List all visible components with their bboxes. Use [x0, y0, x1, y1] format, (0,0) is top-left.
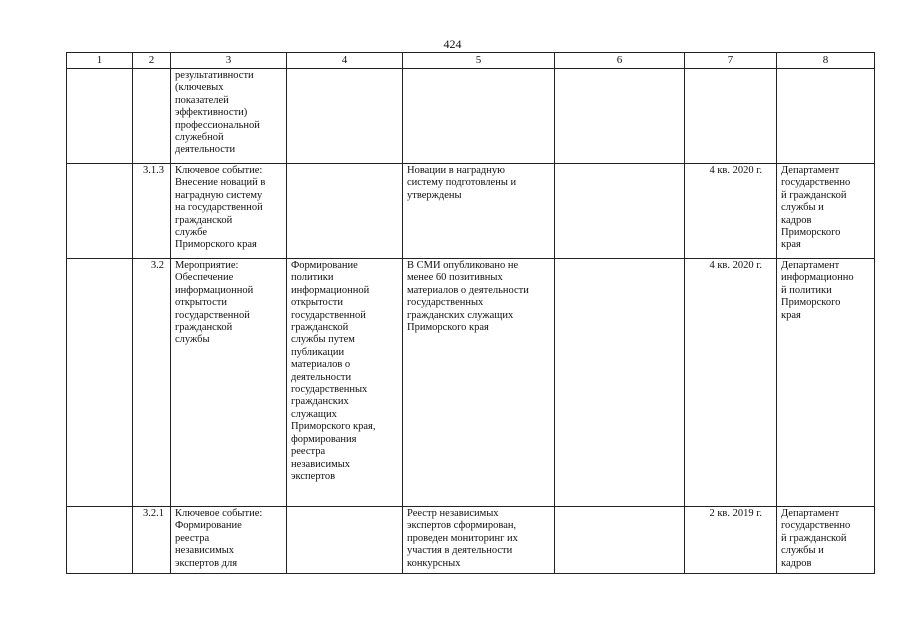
column-header-1: 1 — [67, 53, 133, 69]
cell-deadline: 4 кв. 2020 г. — [685, 164, 777, 259]
cell-col1 — [67, 259, 133, 507]
column-header-7: 7 — [685, 53, 777, 69]
cell-result — [403, 69, 555, 164]
table-row — [67, 69, 875, 164]
page-number: 424 — [443, 37, 462, 51]
cell-item-number — [133, 69, 171, 164]
cell-responsible: Департамент информационно й политики Приморского края — [777, 259, 875, 507]
cell-col6 — [555, 69, 685, 164]
cell-col1 — [67, 164, 133, 259]
cell-item-number: 3.2 — [133, 259, 171, 507]
cell-result: Новации в наградную систему подготовлены и утверждены — [403, 164, 555, 259]
cell-event-name: Ключевое событие: Формирование реестра независимых экспертов для — [171, 507, 287, 574]
cell-description — [287, 69, 403, 164]
column-header-8: 8 — [777, 53, 875, 69]
cell-col6 — [555, 164, 685, 259]
cell-col6 — [555, 507, 685, 574]
cell-responsible: Департамент государственно й гражданской службы и кадров Приморского края — [777, 164, 875, 259]
cell-event-name: Ключевое событие: Внесение новаций в наградную систему на государственной гражданской службе Приморского края — [171, 164, 287, 259]
cell-col1 — [67, 69, 133, 164]
cell-responsible — [777, 69, 875, 164]
cell-event-name: результативности (ключевых показателей эффективности) профессиональной служебной деятельности — [171, 69, 287, 164]
cell-event-name: Мероприятие: Обеспечение информационной открытости государственной гражданской службы — [171, 259, 287, 507]
cell-col1 — [67, 507, 133, 574]
table-row — [67, 164, 875, 259]
cell-item-number: 3.1.3 — [133, 164, 171, 259]
cell-description — [287, 164, 403, 259]
table-row — [67, 507, 875, 574]
cell-deadline: 4 кв. 2020 г. — [685, 259, 777, 507]
column-header-3: 3 — [171, 53, 287, 69]
cell-result: Реестр независимых экспертов сформирован, проведен мониторинг их участия в деятельности конкурсных — [403, 507, 555, 574]
cell-description: Формирование политики информационной открытости государственной гражданской службы путем публикации материалов о деятельности государственных гражданских служащих Приморского края, формирования реестра независимых экспертов — [287, 259, 403, 507]
table-row — [67, 259, 875, 507]
cell-item-number: 3.2.1 — [133, 507, 171, 574]
column-header-2: 2 — [133, 53, 171, 69]
cell-deadline: 2 кв. 2019 г. — [685, 507, 777, 574]
cell-deadline — [685, 69, 777, 164]
table-header-row — [67, 53, 875, 69]
column-header-6: 6 — [555, 53, 685, 69]
plan-table — [66, 52, 875, 574]
cell-result: В СМИ опубликовано не менее 60 позитивных материалов о деятельности государственных гражданских служащих Приморского края — [403, 259, 555, 507]
column-header-5: 5 — [403, 53, 555, 69]
cell-col6 — [555, 259, 685, 507]
column-header-4: 4 — [287, 53, 403, 69]
cell-responsible: Департамент государственно й гражданской службы и кадров — [777, 507, 875, 574]
cell-description — [287, 507, 403, 574]
